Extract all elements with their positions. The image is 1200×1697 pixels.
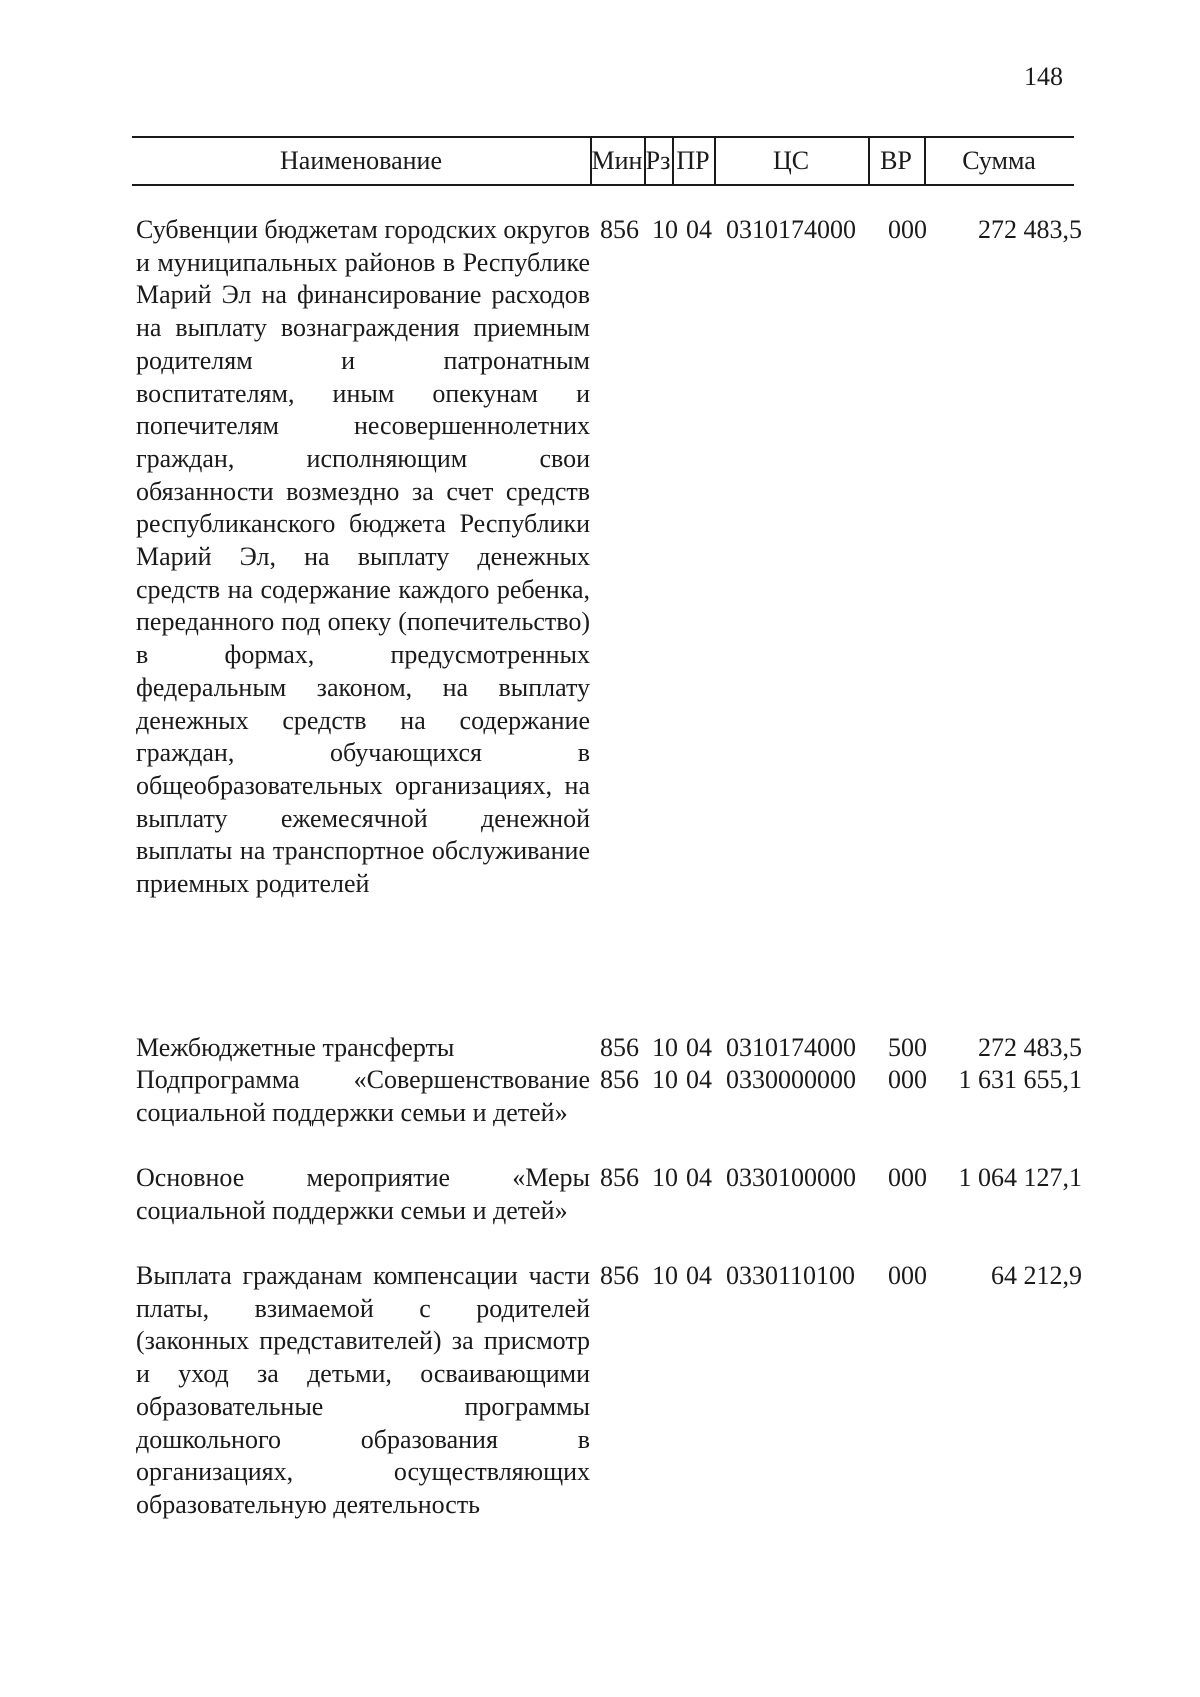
row-sum: 272 483,5 — [978, 215, 1082, 244]
row-min: 856 — [600, 215, 639, 244]
header-rz: Рз — [645, 146, 671, 175]
row-cs: 0330000000 — [726, 1065, 856, 1094]
header-divider — [868, 138, 870, 184]
row-name: Выплата гражданам компенсации части платы, взимаемой с родителей (законных представителей) за присмотр и уход за детьми, осваивающими образовательные программы дошкольного образования в организациях, осуществляющих образовательную деятельность — [136, 1261, 590, 1519]
row-name: Субвенции бюджетам городских округов и муниципальных районов в Республике Марий Эл на финансирование расходов на выплату вознаграждения приемным родителям и патронатным воспитателям, иным опекунам и попечителям несовершеннолетних граждан, исполняющим свои обязанности возмездно за счет средств республиканского бюджета Республики Марий Эл, на выплату денежных средств на содержание каждого ребенка, переданного под опеку (попечительство) в формах, предусмотренных федеральным законом, на выплату денежных средств на содержание граждан, обучающихся в общеобразовательных организациях, на выплату ежемесячной денежной выплаты на транспортное обслуживание приемных родителей — [136, 215, 590, 899]
row-sum: 64 212,9 — [991, 1261, 1082, 1290]
row-min: 856 — [600, 1065, 639, 1094]
header-divider — [644, 138, 646, 184]
row-cs: 0330100000 — [726, 1163, 856, 1192]
header-min: Мин — [591, 146, 643, 175]
row-name: Основное мероприятие «Меры социальной поддержки семьи и детей» — [136, 1163, 590, 1225]
header-sum: Сумма — [962, 146, 1036, 175]
row-sum: 1 064 127,1 — [958, 1163, 1082, 1192]
row-rz: 10 — [652, 1261, 678, 1290]
row-min: 856 — [600, 1033, 639, 1062]
row-rz: 10 — [652, 1065, 678, 1094]
header-divider — [590, 138, 592, 184]
row-pr: 04 — [686, 1261, 712, 1290]
page-number: 148 — [1024, 62, 1063, 91]
header-divider — [672, 138, 674, 184]
row-vr: 000 — [888, 215, 927, 244]
row-sum: 272 483,5 — [978, 1033, 1082, 1062]
row-min: 856 — [600, 1261, 639, 1290]
row-rz: 10 — [652, 1163, 678, 1192]
row-rz: 10 — [652, 1033, 678, 1062]
row-pr: 04 — [686, 1163, 712, 1192]
header-cs: ЦС — [772, 146, 810, 175]
row-vr: 000 — [888, 1163, 927, 1192]
header-vr: ВР — [880, 146, 912, 175]
header-divider — [714, 138, 716, 184]
row-min: 856 — [600, 1163, 639, 1192]
row-pr: 04 — [686, 215, 712, 244]
row-cs: 0310174000 — [726, 1033, 856, 1062]
header-pr: ПР — [676, 146, 710, 175]
row-name: Подпрограмма «Совершенствование социальной поддержки семьи и детей» — [136, 1065, 590, 1127]
row-pr: 04 — [686, 1065, 712, 1094]
row-rz: 10 — [652, 215, 678, 244]
row-cs: 0330110100 — [726, 1261, 856, 1290]
header-divider — [924, 138, 926, 184]
table-header-bottom-rule — [132, 184, 1074, 186]
row-pr: 04 — [686, 1033, 712, 1062]
row-cs: 0310174000 — [726, 215, 856, 244]
row-vr: 000 — [888, 1261, 927, 1290]
row-name: Межбюджетные трансферты — [136, 1033, 455, 1062]
row-vr: 000 — [888, 1065, 927, 1094]
header-name: Наименование — [280, 146, 442, 175]
table-header — [132, 138, 1074, 184]
row-vr: 500 — [888, 1033, 927, 1062]
row-sum: 1 631 655,1 — [958, 1065, 1082, 1094]
